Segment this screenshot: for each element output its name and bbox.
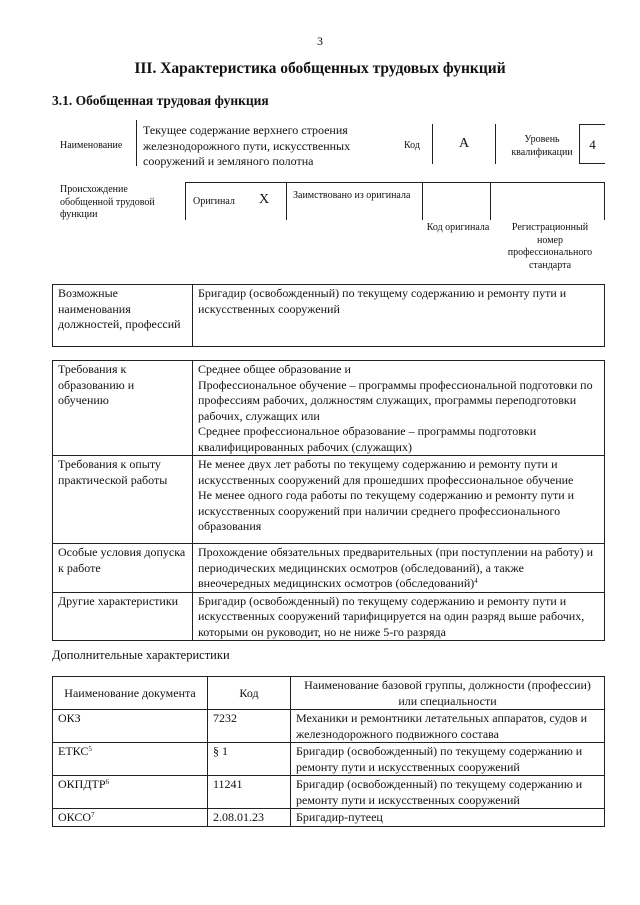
table-row (53, 743, 605, 776)
requirement-label: Особые условия допуска к работе (53, 544, 193, 593)
table-row (53, 776, 605, 809)
table-header-row (53, 677, 605, 710)
original-label: Оригинал (193, 196, 235, 207)
doc-cell (53, 809, 208, 827)
requirements-table (52, 360, 605, 641)
footnote-marker: 5 (88, 745, 92, 753)
positions-value: Бригадир (освобожденный) по текущему содержанию и ремонту пути и искусственных сооружений (193, 285, 605, 347)
table-row (53, 456, 605, 544)
header-document: Наименование документа (53, 677, 208, 710)
code-box (432, 124, 496, 164)
doc-name: ОКСО (58, 810, 92, 824)
name-cell: Бригадир-путеец (291, 809, 605, 827)
divider (422, 182, 423, 220)
code-cell: 7232 (208, 710, 291, 743)
requirement-label: Требования к опыту практической работы (53, 456, 193, 544)
additional-title: Дополнительные характеристики (52, 648, 230, 662)
positions-table (52, 284, 605, 347)
footnote-marker: 6 (105, 778, 110, 786)
function-name: Текущее содержание верхнего строения железнодорожного пути, искусственных сооружений и земляного полотна (143, 123, 351, 168)
page-number: 3 (317, 34, 323, 48)
requirement-label: Другие характеристики (53, 592, 193, 641)
name-label: Наименование (60, 140, 123, 151)
divider (490, 182, 491, 220)
code-cell: § 1 (208, 743, 291, 776)
table-row (53, 544, 605, 593)
requirement-value: Бригадир (освобожденный) по текущему содержанию и ремонту пути и искусственных сооружений тарифицируется на один разряд выше рабочих, которыми он руководит, но не ниже 5-го разряда (193, 592, 605, 641)
section-title: III. Характеристика обобщенных трудовых функций (134, 60, 506, 77)
requirement-value: Прохождение обязательных предварительных (при поступлении на работу) и периодических медицинских осмотров (обследований), а также внеочередных медицинских осмотров (обследований) (198, 545, 594, 590)
header-name: Наименование базовой группы, должности (профессии) или специальности (291, 677, 605, 710)
original-mark: Х (259, 192, 270, 207)
subsection-title: 3.1. Обобщенная трудовая функция (52, 93, 269, 108)
positions-label: Возможные наименования должностей, профессий (53, 285, 193, 347)
name-cell: Механики и ремонтники летательных аппаратов, судов и железнодорожного подвижного состава (291, 710, 605, 743)
table-row (53, 361, 605, 456)
doc-name: ЕТКС (58, 744, 89, 758)
header-code: Код (208, 677, 291, 710)
doc-name: ОКЗ (58, 711, 81, 725)
code-value: А (458, 136, 470, 151)
table-row (53, 592, 605, 641)
doc-cell (53, 776, 208, 809)
footnote-marker: 4 (474, 577, 478, 585)
code-cell: 11241 (208, 776, 291, 809)
borrowed-label: Заимствовано из оригинала (293, 190, 411, 201)
requirement-label: Требования к образованию и обучению (53, 361, 193, 456)
additional-table (52, 676, 605, 827)
footnote-marker: 7 (91, 811, 95, 819)
name-cell: Бригадир (освобожденный) по текущему содержанию и ремонту пути и искусственных сооружений (291, 776, 605, 809)
doc-cell (53, 710, 208, 743)
level-box (579, 124, 605, 164)
doc-name: ОКПДТР (58, 777, 106, 791)
code-original-caption: Код оригинала (426, 222, 490, 233)
level-value: 4 (589, 137, 596, 152)
requirement-value: Среднее общее образование и Профессиональное обучение – программы профессиональной подготовки по профессиям рабочих, должностям служащих, программы переподготовки рабочих, служащих или Среднее профессиональное образование – программы подготовки квалифицированных рабочих (служащих) (193, 361, 605, 456)
table-row (53, 710, 605, 743)
table-row (53, 809, 605, 827)
doc-cell (53, 743, 208, 776)
origin-label: Происхождение обобщенной трудовой функции (60, 184, 155, 220)
divider (286, 182, 287, 220)
code-cell: 2.08.01.23 (208, 809, 291, 827)
requirement-value-cell (193, 544, 605, 593)
name-value-box (136, 120, 388, 166)
requirement-value: Не менее двух лет работы по текущему содержанию и ремонту пути и искусственных сооружений для прошедших профессиональное обучение Не менее одного года работы по текущему содержанию и ремонту пути и искусственных сооружений при наличии среднего профессионального образования (193, 456, 605, 544)
name-cell: Бригадир (освобожденный) по текущему содержанию и ремонту пути и искусственных сооружений (291, 743, 605, 776)
level-label: Уровень квалификации (511, 134, 573, 158)
code-label: Код (404, 140, 420, 151)
reg-number-caption: Регистрационный номер профессионального стандарта (507, 222, 593, 271)
